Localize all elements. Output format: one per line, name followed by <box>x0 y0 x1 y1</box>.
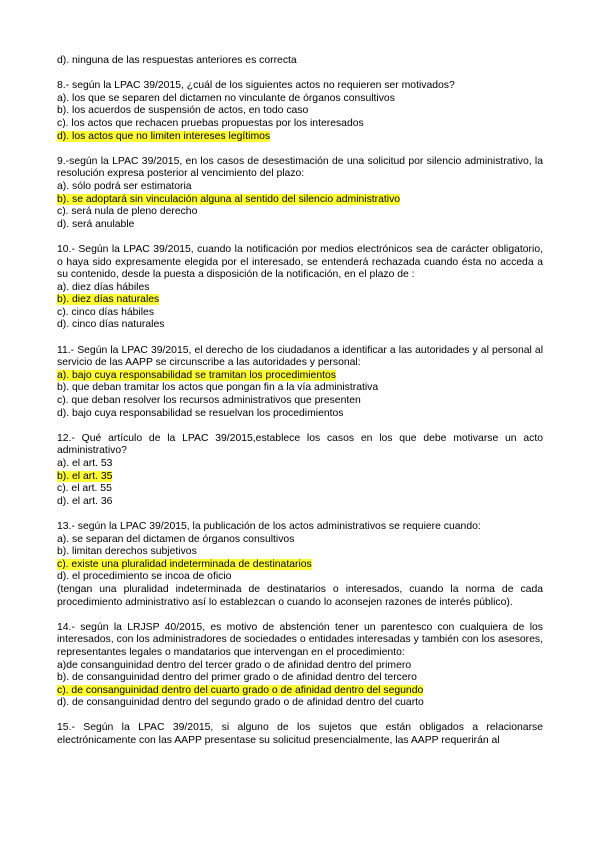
question-9 <box>57 156 543 232</box>
answer-b: b). limitan derechos subjetivos <box>57 546 197 558</box>
question-text: 9.-según la LPAC 39/2015, en los casos de desestimación de una solicitud por silencio administrativo, la resolución expresa posterior al vencimiento del plazo: <box>57 155 543 180</box>
answer-d-highlighted: d). los actos que no limiten intereses legítimos <box>57 130 271 142</box>
answer-a: a). el art. 53 <box>57 458 113 469</box>
question-text: 13.- según la LPAC 39/2015, la publicación de los actos administrativos se requiere cuando: <box>57 520 481 532</box>
answer-a: a)de consanguinidad dentro del tercer grado o de afinidad dentro del primero <box>57 659 412 671</box>
question-10 <box>57 244 543 332</box>
answer-b-highlighted: b). se adoptará sin vinculación alguna al sentido del silencio administrativo <box>57 193 401 205</box>
answer-d: d). cinco días naturales <box>57 319 165 331</box>
question-text: 12.- Qué artículo de la LPAC 39/2015,establece los casos en los que debe motivarse un acto administrativo? <box>57 432 543 457</box>
answer-d: d). bajo cuya responsabilidad se resuelvan los procedimientos <box>57 407 344 419</box>
answer-c: c). los actos que rechacen pruebas propuestas por los interesados <box>57 117 364 129</box>
question-text: 14.- según la LRJSP 40/2015, es motivo de abstención tener un parentesco con cualquiera de los interesados, con los administradores de sociedades o entidades interesadas y también con los asesores, representantes legales o mandatarios que intervengan en el procedimiento: <box>57 621 543 658</box>
answer-b: b). que deban tramitar los actos que pongan fin a la vía administrativa <box>57 382 379 394</box>
answer-d: d). el art. 36 <box>57 495 113 507</box>
answer-d: d). el procedimiento se incoa de oficio <box>57 571 232 583</box>
question-11 <box>57 345 543 421</box>
answer-b: b). los acuerdos de suspensión de actos, en todo caso <box>57 105 309 117</box>
question-14 <box>57 622 543 710</box>
answer-a: a). se separan del dictamen de órganos consultivos <box>57 533 295 545</box>
answer-c: c). que deban resolver los recursos administrativos que presenten <box>57 395 361 407</box>
question-text: 11.- Según la LPAC 39/2015, el derecho de los ciudadanos a identificar a las autoridades y al personal al servicio de las AAPP se circunscribe a las autoridades y personal: <box>57 344 543 369</box>
answer-b: b). de consanguinidad dentro del primer grado o de afinidad dentro del tercero <box>57 672 417 684</box>
answer-a: a). diez días hábiles <box>57 281 150 293</box>
question-text: 8.- según la LPAC 39/2015, ¿cuál de los siguientes actos no requieren ser motivados? <box>57 80 455 92</box>
answer-c-highlighted: c). de consanguinidad dentro del cuarto grado o de afinidad dentro del segundo <box>57 684 424 696</box>
question-12 <box>57 433 543 509</box>
answer-d: d). de consanguinidad dentro del segundo grado o de afinidad dentro del cuarto <box>57 697 424 709</box>
question-15 <box>57 722 543 747</box>
answer-c-highlighted: c). existe una pluralidad indeterminada de destinatarios <box>57 558 312 570</box>
answer-a-highlighted: a). bajo cuya responsabilidad se tramitan los procedimientos <box>57 369 336 381</box>
answer-a: a). sólo podrá ser estimatoria <box>57 180 192 192</box>
answer-d: d). será anulable <box>57 218 135 230</box>
answer-c: c). el art. 55 <box>57 483 112 495</box>
document-page <box>57 55 543 748</box>
answer-d-previous: d). ninguna de las respuestas anteriores es correcta <box>57 55 297 66</box>
question-text: 10.- Según la LPAC 39/2015, cuando la notificación por medios electrónicos sea de carácter obligatorio, o haya sido expresamente elegida por el interesado, se entenderá rechazada cuando ésta no acceda a su contenido, desde la puesta a disposición de la notificación, en el plazo de : <box>57 243 543 281</box>
answer-c: c). será nula de pleno derecho <box>57 206 198 218</box>
question-8 <box>57 80 543 143</box>
question-13 <box>57 521 543 609</box>
answer-c: c). cinco días hábiles <box>57 306 155 318</box>
question-text: 15.- Según la LPAC 39/2015, si alguno de los sujetos que están obligados a relacionarse electrónicamente con las AAPP presentase su solicitud presencialmente, las AAPP requerirán al <box>57 722 543 747</box>
answer-b-highlighted: b). el art. 35 <box>57 470 113 482</box>
answer-b-highlighted: b). diez días naturales <box>57 294 160 306</box>
answer-a: a). los que se separen del dictamen no vinculante de órganos consultivos <box>57 92 395 104</box>
explanation-note: (tengan una pluralidad indeterminada de destinatarios o interesados, cuando la norma de cada procedimiento administrativo así lo establezcan o cuando lo aconsejen razones de interés público). <box>57 583 543 608</box>
